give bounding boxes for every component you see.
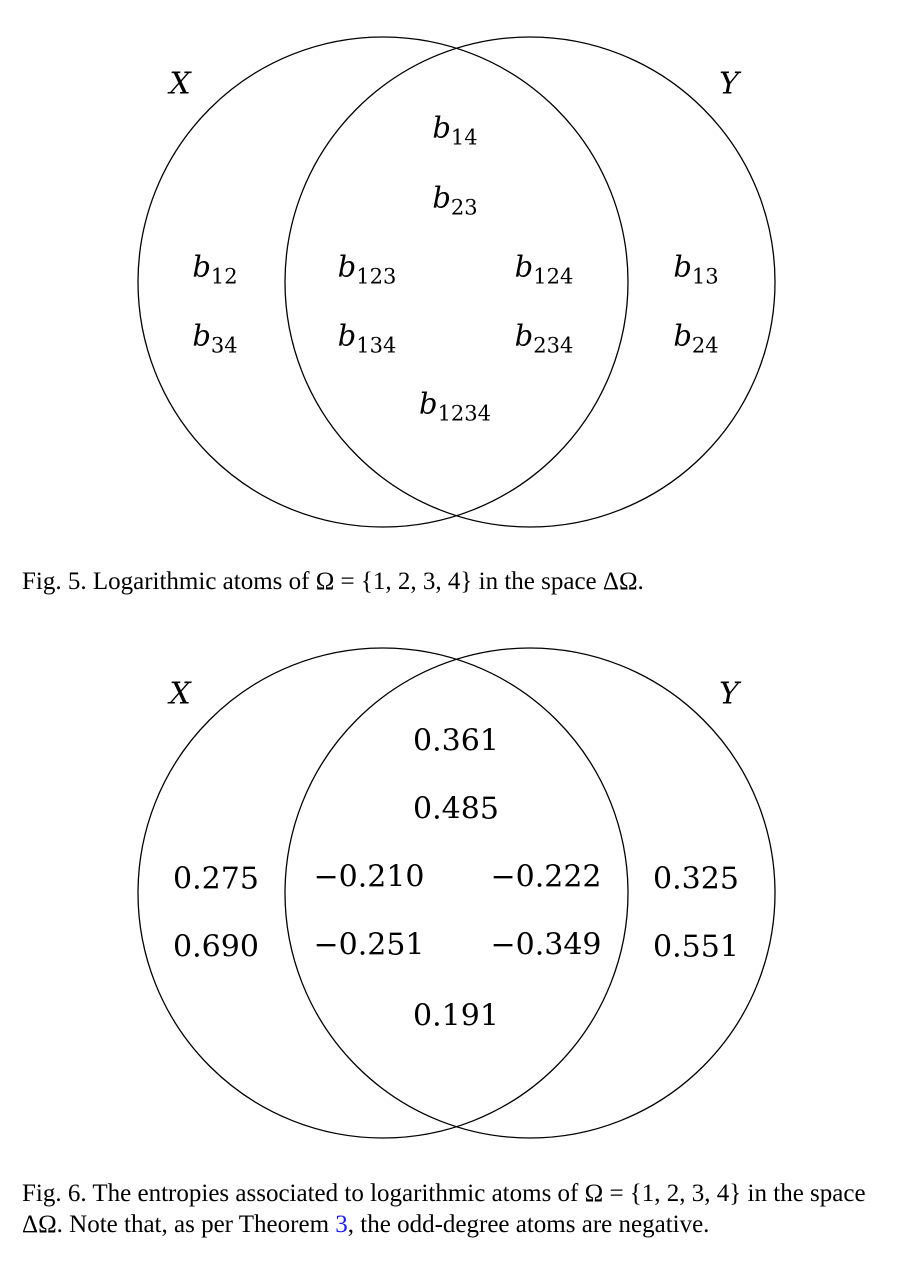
figure-5-venn-diagram (0, 0, 908, 610)
entropy-value: 0.191 (413, 998, 499, 1034)
caption-text: Fig. 6. The entropies associated to logarithmic atoms of Ω = {1, 2, 3, 4} in the space ΔΩ. Note that, as per Theorem (22, 1180, 866, 1238)
entropy-value: 0.275 (173, 861, 259, 897)
figure-6 (0, 612, 908, 1262)
entropy-value: −0.251 (313, 927, 425, 963)
figure-5 (0, 0, 908, 610)
figure-6-caption (22, 1178, 894, 1240)
entropy-value: −0.349 (490, 927, 602, 963)
atom-label: $b_{234}$ (514, 318, 574, 358)
entropy-value: −0.222 (490, 859, 602, 895)
entropy-value: 0.485 (413, 791, 499, 827)
figure-5-caption: Fig. 5. Logarithmic atoms of Ω = {1, 2, 3, 4} in the space ΔΩ. (22, 568, 644, 595)
atom-label: $b_{23}$ (432, 180, 478, 220)
set-y-label: Y (719, 66, 739, 102)
entropy-value: −0.210 (313, 859, 425, 895)
set-x-label: X (169, 66, 191, 102)
entropy-value: 0.325 (653, 861, 739, 897)
atom-label: $b_{34}$ (192, 318, 238, 358)
atom-label: $b_{1234}$ (418, 386, 492, 426)
atom-label: $b_{24}$ (673, 318, 719, 358)
atom-label: $b_{13}$ (673, 249, 719, 289)
entropy-value: 0.690 (173, 929, 259, 965)
entropy-value: 0.361 (413, 723, 499, 759)
atom-label: $b_{124}$ (514, 249, 574, 289)
theorem-reference-link[interactable]: 3 (335, 1211, 348, 1238)
atom-label: $b_{14}$ (432, 110, 478, 150)
atom-label: $b_{134}$ (337, 318, 397, 358)
caption-text: , the odd-degree atoms are negative. (347, 1211, 710, 1238)
atom-label: $b_{123}$ (337, 249, 397, 289)
set-y-label: Y (719, 676, 739, 712)
figure-6-venn-diagram (0, 612, 908, 1152)
set-x-label: X (169, 676, 191, 712)
atom-label: $b_{12}$ (192, 249, 238, 289)
entropy-value: 0.551 (653, 929, 739, 965)
